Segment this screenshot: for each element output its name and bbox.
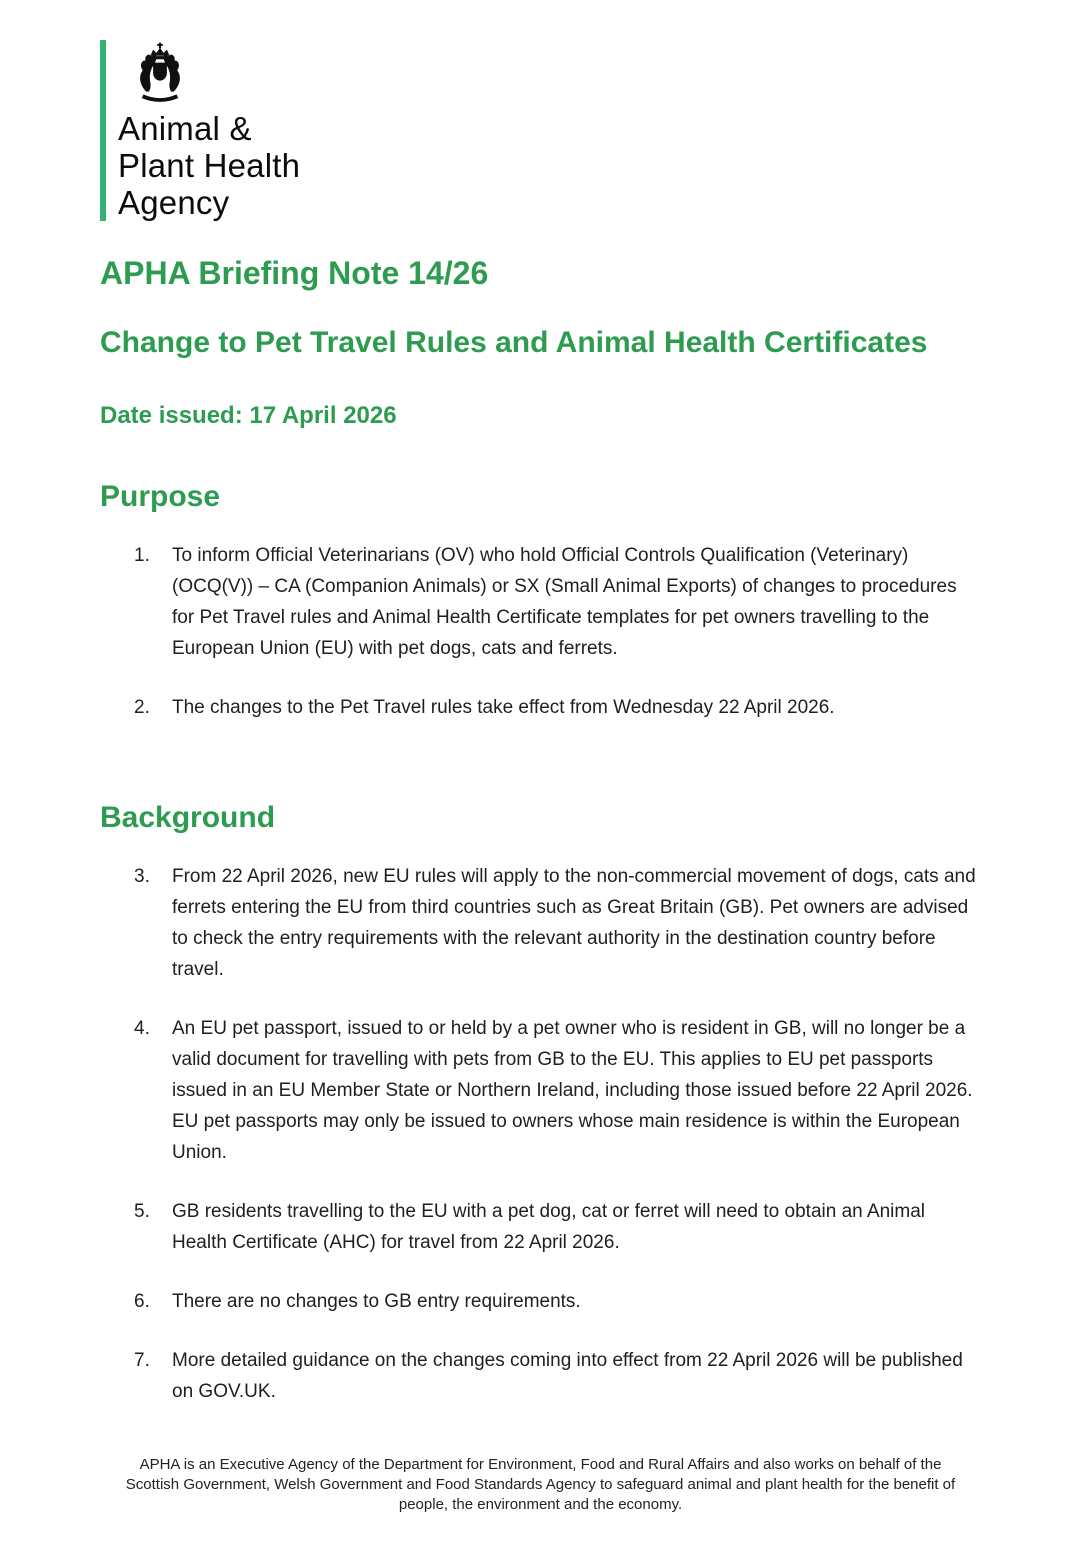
document-subtitle: Change to Pet Travel Rules and Animal Health Certificates — [100, 326, 928, 359]
document-title: APHA Briefing Note 14/26 — [100, 255, 489, 291]
purpose-items — [100, 540, 981, 751]
list-item-4 — [134, 1013, 981, 1168]
logo-text-line-2: Plant Health — [118, 147, 301, 184]
list-item-2 — [134, 692, 981, 723]
list-item-7 — [134, 1345, 981, 1407]
logo-body — [118, 40, 300, 221]
list-item-number: 2. — [134, 697, 150, 718]
list-item-number: 5. — [134, 1201, 150, 1222]
list-item-6 — [134, 1286, 981, 1317]
list-item-3 — [134, 861, 981, 985]
section-heading-purpose: Purpose — [100, 480, 221, 513]
list-item-text: GB residents travelling to the EU with a pet dog, cat or ferret will need to obtain an Animal Health Certificate (AHC) for travel from 22 April 2026. — [172, 1201, 926, 1253]
list-item-5 — [134, 1196, 981, 1258]
list-item-text: There are no changes to GB entry requirements. — [172, 1291, 581, 1312]
list-item-number: 1. — [134, 545, 150, 566]
apha-logo — [100, 40, 981, 221]
list-item-number: 6. — [134, 1291, 150, 1312]
logo-text-line-1: Animal & — [118, 110, 252, 147]
royal-coat-of-arms-icon — [118, 42, 202, 104]
list-item-1 — [134, 540, 981, 664]
logo-green-bar — [100, 40, 106, 221]
list-item-text: From 22 April 2026, new EU rules will apply to the non-commercial movement of dogs, cats and ferrets entering the EU from third countries such as Great Britain (GB). Pet owners are advised to check the entry requirements with the relevant authority in the destination country before travel. — [172, 866, 976, 980]
date-issued: Date issued: 17 April 2026 — [100, 402, 397, 429]
footer-disclaimer: APHA is an Executive Agency of the Department for Environment, Food and Rural Affairs and also works on behalf of the Scottish Government, Welsh Government and Food Standards Agency to safeguard animal and plant health for the benefit of people, the environment and the economy. — [125, 1456, 956, 1513]
list-item-number: 3. — [134, 866, 150, 887]
section-heading-background: Background — [100, 801, 276, 834]
list-item-text: More detailed guidance on the changes coming into effect from 22 April 2026 will be published on GOV.UK. — [172, 1350, 963, 1402]
list-item-number: 7. — [134, 1350, 150, 1371]
list-item-text: To inform Official Veterinarians (OV) who hold Official Controls Qualification (Veterinary) (OCQ(V)) – CA (Companion Animals) or SX (Small Animal Exports) of changes to procedures for Pet Travel rules and Animal Health Certificate templates for pet owners travelling to the European Union (EU) with pet dogs, cats and ferrets. — [172, 545, 957, 659]
list-item-text: An EU pet passport, issued to or held by a pet owner who is resident in GB, will no longer be a valid document for travelling with pets from GB to the EU. This applies to EU pet passports issued in an EU Member State or Northern Ireland, including those issued before 22 April 2026. EU pet passports may only be issued to owners whose main residence is within the European Union. — [172, 1018, 973, 1163]
logo-text-line-3: Agency — [118, 184, 230, 221]
background-items — [100, 861, 981, 1435]
list-item-text: The changes to the Pet Travel rules take effect from Wednesday 22 April 2026. — [172, 697, 835, 718]
list-item-number: 4. — [134, 1018, 150, 1039]
